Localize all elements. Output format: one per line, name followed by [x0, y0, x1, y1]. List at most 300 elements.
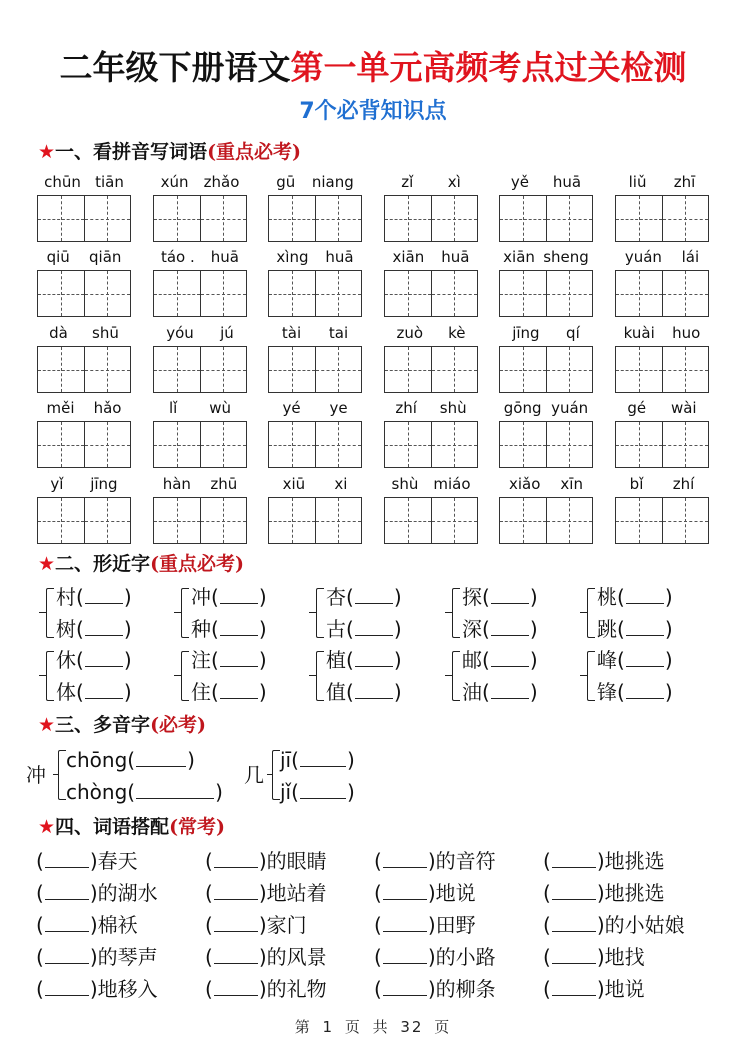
- collocation-word: 棉袄: [97, 913, 138, 937]
- paren-open: (: [36, 977, 44, 1001]
- tianzige-cell[interactable]: [546, 196, 593, 241]
- answer-blank[interactable]: [491, 679, 529, 699]
- tianzige-cell[interactable]: [200, 347, 247, 392]
- tianzige-cell[interactable]: [616, 422, 662, 467]
- answer-blank[interactable]: [220, 584, 258, 604]
- pinyin-item: [384, 170, 478, 245]
- page-footer: 第 1 页 共 32 页: [294, 1018, 452, 1036]
- tianzige-cell[interactable]: [500, 498, 546, 543]
- paren-open: (: [617, 585, 625, 609]
- answer-blank[interactable]: [85, 679, 123, 699]
- tianzige-cell[interactable]: [269, 498, 315, 543]
- tianzige-box[interactable]: [37, 497, 131, 544]
- tianzige-box[interactable]: [268, 270, 362, 317]
- paren-close: ): [529, 617, 538, 641]
- paren-close: ): [258, 881, 267, 905]
- similar-char-pair: [175, 645, 285, 707]
- collocation-word: 家门: [266, 913, 307, 937]
- pinyin-item: [615, 321, 709, 396]
- answer-blank[interactable]: [220, 647, 258, 667]
- answer-blank[interactable]: [383, 944, 427, 964]
- pinyin-label: [615, 321, 709, 345]
- answer-blank[interactable]: [45, 912, 89, 932]
- tianzige-cell[interactable]: [385, 422, 431, 467]
- paren-open: (: [36, 945, 44, 969]
- answer-blank[interactable]: [85, 647, 123, 667]
- similar-char-line: [462, 614, 538, 644]
- tianzige-cell[interactable]: [546, 347, 593, 392]
- tianzige-box[interactable]: [615, 497, 709, 544]
- tianzige-cell[interactable]: [662, 347, 709, 392]
- tianzige-box[interactable]: [37, 346, 131, 393]
- paren-close: ): [89, 977, 98, 1001]
- similar-char: 体: [56, 680, 76, 704]
- answer-blank[interactable]: [45, 880, 89, 900]
- tianzige-cell[interactable]: [662, 498, 709, 543]
- paren-open: (: [346, 648, 354, 672]
- similar-char-pair: [446, 645, 556, 707]
- tianzige-box[interactable]: [499, 421, 593, 468]
- tianzige-box[interactable]: [384, 270, 478, 317]
- pinyin-label: [499, 396, 593, 420]
- tianzige-cell[interactable]: [38, 271, 84, 316]
- similar-char-pair: [40, 582, 150, 644]
- paren-close: ): [258, 977, 267, 1001]
- pinyin-item: [37, 472, 131, 547]
- similar-char-line: [191, 582, 267, 612]
- paren-close: ): [664, 648, 673, 672]
- answer-blank[interactable]: [552, 848, 596, 868]
- tianzige-box[interactable]: [268, 346, 362, 393]
- tianzige-cell[interactable]: [616, 498, 662, 543]
- tianzige-cell[interactable]: [662, 422, 709, 467]
- paren-close: ): [123, 617, 132, 641]
- pinyin-label: [153, 170, 247, 194]
- similar-char-line: [326, 582, 402, 612]
- similar-char-pair: [581, 582, 691, 644]
- pinyin-label: [499, 321, 593, 345]
- similar-char: 峰: [597, 648, 617, 672]
- answer-blank[interactable]: [45, 976, 89, 996]
- answer-blank[interactable]: [626, 679, 664, 699]
- similar-char-line: [597, 645, 673, 675]
- tianzige-box[interactable]: [499, 346, 593, 393]
- answer-blank[interactable]: [355, 647, 393, 667]
- tianzige-cell[interactable]: [38, 422, 84, 467]
- tianzige-cell[interactable]: [200, 271, 247, 316]
- tianzige-cell[interactable]: [269, 196, 315, 241]
- answer-blank[interactable]: [214, 944, 258, 964]
- tianzige-cell[interactable]: [500, 271, 546, 316]
- tianzige-cell[interactable]: [315, 347, 362, 392]
- paren-open: (: [127, 748, 136, 772]
- tianzige-cell[interactable]: [84, 271, 131, 316]
- paren-open: (: [482, 617, 490, 641]
- collocation-word: 春天: [97, 849, 138, 873]
- answer-blank[interactable]: [214, 912, 258, 932]
- tianzige-cell[interactable]: [154, 422, 200, 467]
- collocation-word: 的小姑娘: [604, 913, 685, 937]
- pinyin-syllable: huā: [325, 248, 354, 266]
- answer-blank[interactable]: [383, 912, 427, 932]
- tianzige-cell[interactable]: [546, 271, 593, 316]
- collocation-word: 地找: [604, 945, 645, 969]
- paren-close: ): [596, 881, 605, 905]
- tianzige-cell[interactable]: [38, 347, 84, 392]
- pinyin-item: [499, 472, 593, 547]
- pinyin-syllable: zuò: [396, 324, 424, 342]
- tianzige-cell[interactable]: [546, 498, 593, 543]
- pinyin-item: [268, 472, 362, 547]
- pinyin-label: [153, 396, 247, 420]
- paren-close: ): [258, 617, 267, 641]
- tianzige-cell[interactable]: [385, 498, 431, 543]
- polyphone-char: 几: [244, 763, 264, 787]
- pinyin-item: [615, 472, 709, 547]
- pinyin-syllable: xiān: [392, 248, 425, 266]
- similar-char: 桃: [597, 585, 617, 609]
- brace-icon: [181, 651, 189, 701]
- tianzige-cell[interactable]: [154, 498, 200, 543]
- brace-icon: [46, 651, 54, 701]
- pinyin-syllable: dà: [49, 324, 68, 342]
- paren-close: ): [427, 913, 436, 937]
- polyphone-pinyin: chōng: [66, 748, 128, 772]
- paren-open: (: [36, 913, 44, 937]
- similar-char-line: [597, 582, 673, 612]
- answer-blank[interactable]: [383, 880, 427, 900]
- answer-blank[interactable]: [491, 584, 529, 604]
- tianzige-cell[interactable]: [154, 196, 200, 241]
- paren-open: (: [127, 780, 136, 804]
- tianzige-cell[interactable]: [431, 271, 478, 316]
- pinyin-row: [37, 245, 717, 320]
- paren-open: (: [617, 680, 625, 704]
- tianzige-cell[interactable]: [500, 347, 546, 392]
- paren-open: (: [36, 881, 44, 905]
- pinyin-syllable: yǐ: [50, 475, 64, 493]
- similar-char: 休: [56, 648, 76, 672]
- answer-blank[interactable]: [355, 584, 393, 604]
- answer-blank[interactable]: [85, 616, 123, 636]
- pinyin-row: [37, 321, 717, 396]
- answer-blank[interactable]: [300, 747, 346, 767]
- collocation-item: [543, 846, 665, 876]
- pinyin-syllable: gū: [276, 173, 296, 191]
- tianzige-box[interactable]: [384, 346, 478, 393]
- paren-close: ): [393, 617, 402, 641]
- paren-close: ): [664, 680, 673, 704]
- similar-char: 住: [191, 680, 211, 704]
- similar-char-line: [326, 614, 402, 644]
- tianzige-box[interactable]: [384, 195, 478, 242]
- paren-open: (: [346, 585, 354, 609]
- paren-open: (: [205, 881, 213, 905]
- pinyin-item: [615, 245, 709, 320]
- tianzige-cell[interactable]: [38, 498, 84, 543]
- answer-blank[interactable]: [214, 848, 258, 868]
- tianzige-box[interactable]: [37, 270, 131, 317]
- answer-blank[interactable]: [383, 976, 427, 996]
- section-title: 一、看拼音写词语: [55, 141, 208, 163]
- answer-blank[interactable]: [552, 976, 596, 996]
- collocation-item: [205, 878, 327, 908]
- answer-blank[interactable]: [136, 779, 214, 799]
- tianzige-cell[interactable]: [84, 196, 131, 241]
- tianzige-box[interactable]: [268, 421, 362, 468]
- tianzige-cell[interactable]: [662, 271, 709, 316]
- tianzige-cell[interactable]: [431, 347, 478, 392]
- similar-char: 植: [326, 648, 346, 672]
- similar-char: 锋: [597, 680, 617, 704]
- pinyin-label: [37, 396, 131, 420]
- tianzige-cell[interactable]: [500, 422, 546, 467]
- tianzige-box[interactable]: [153, 195, 247, 242]
- similar-char-line: [597, 614, 673, 644]
- paren-open: (: [205, 913, 213, 937]
- tianzige-cell[interactable]: [84, 498, 131, 543]
- tianzige-box[interactable]: [615, 421, 709, 468]
- brace-icon: [316, 651, 324, 701]
- tianzige-cell[interactable]: [385, 196, 431, 241]
- pinyin-syllable: qiū: [46, 248, 70, 266]
- similar-char: 深: [462, 617, 482, 641]
- tianzige-cell[interactable]: [431, 498, 478, 543]
- pinyin-syllable: gé: [627, 399, 647, 417]
- pinyin-row: [37, 396, 717, 471]
- similar-char-line: [326, 645, 402, 675]
- pinyin-label: [615, 396, 709, 420]
- similar-char: 注: [191, 648, 211, 672]
- tianzige-cell[interactable]: [616, 271, 662, 316]
- pinyin-syllable: tiān: [95, 173, 124, 191]
- pinyin-syllable: jīng: [90, 475, 118, 493]
- pinyin-syllable: xìng: [276, 248, 309, 266]
- tianzige-cell[interactable]: [616, 347, 662, 392]
- polyphone-pinyin: jī: [280, 748, 292, 772]
- answer-blank[interactable]: [626, 584, 664, 604]
- pinyin-syllable: hàn: [162, 475, 191, 493]
- answer-blank[interactable]: [85, 584, 123, 604]
- paren-close: ): [596, 849, 605, 873]
- section-4-heading: [38, 814, 225, 840]
- tianzige-box[interactable]: [37, 195, 131, 242]
- pinyin-syllable: miáo: [433, 475, 471, 493]
- tianzige-box[interactable]: [37, 421, 131, 468]
- tianzige-box[interactable]: [153, 497, 247, 544]
- similar-char-line: [191, 614, 267, 644]
- tianzige-cell[interactable]: [38, 196, 84, 241]
- paren-close: ): [123, 680, 132, 704]
- pinyin-item: [153, 321, 247, 396]
- pinyin-syllable: yóu: [166, 324, 194, 342]
- pinyin-syllable: shū: [92, 324, 119, 342]
- tianzige-cell[interactable]: [616, 196, 662, 241]
- answer-blank[interactable]: [383, 848, 427, 868]
- tianzige-box[interactable]: [499, 497, 593, 544]
- answer-blank[interactable]: [300, 779, 346, 799]
- pinyin-syllable: lǐ: [168, 399, 178, 417]
- collocation-item: [36, 878, 158, 908]
- tianzige-cell[interactable]: [200, 498, 247, 543]
- similar-char: 村: [56, 585, 76, 609]
- title-unit: 第一单元高频考点过关检测: [290, 48, 687, 87]
- pinyin-item: [268, 245, 362, 320]
- polyphone-reading-line: [280, 744, 355, 776]
- pinyin-syllable: wài: [670, 399, 697, 417]
- pinyin-syllable: huā: [441, 248, 470, 266]
- tianzige-box[interactable]: [384, 421, 478, 468]
- answer-blank[interactable]: [552, 912, 596, 932]
- similar-char-pair: [175, 582, 285, 644]
- paren-open: (: [211, 617, 219, 641]
- answer-blank[interactable]: [552, 880, 596, 900]
- pinyin-item: [384, 472, 478, 547]
- answer-blank[interactable]: [626, 647, 664, 667]
- pinyin-syllable: shù: [391, 475, 419, 493]
- paren-open: (: [76, 585, 84, 609]
- answer-blank[interactable]: [214, 976, 258, 996]
- tianzige-cell[interactable]: [385, 271, 431, 316]
- tianzige-cell[interactable]: [200, 422, 247, 467]
- tianzige-cell[interactable]: [662, 196, 709, 241]
- pinyin-label: [384, 472, 478, 496]
- answer-blank[interactable]: [626, 616, 664, 636]
- answer-blank[interactable]: [220, 616, 258, 636]
- tianzige-box[interactable]: [153, 421, 247, 468]
- pinyin-item: [153, 170, 247, 245]
- similar-char: 油: [462, 680, 482, 704]
- pinyin-label: [268, 170, 362, 194]
- answer-blank[interactable]: [552, 944, 596, 964]
- tianzige-cell[interactable]: [84, 347, 131, 392]
- pinyin-item: [499, 396, 593, 471]
- collocation-word: 地说: [604, 977, 645, 1001]
- paren-close: ): [258, 680, 267, 704]
- pinyin-syllable: xīn: [560, 475, 583, 493]
- tianzige-cell[interactable]: [315, 422, 362, 467]
- answer-blank[interactable]: [355, 616, 393, 636]
- tianzige-cell[interactable]: [269, 271, 315, 316]
- paren-open: (: [543, 849, 551, 873]
- tianzige-cell[interactable]: [315, 196, 362, 241]
- title-grade: 二年级下册语文: [59, 48, 291, 87]
- pinyin-item: [499, 170, 593, 245]
- tianzige-cell[interactable]: [269, 347, 315, 392]
- answer-blank[interactable]: [45, 848, 89, 868]
- answer-blank[interactable]: [136, 747, 186, 767]
- tianzige-box[interactable]: [499, 270, 593, 317]
- paren-open: (: [374, 849, 382, 873]
- tianzige-cell[interactable]: [84, 422, 131, 467]
- brace-icon: [272, 750, 280, 800]
- paren-close: ): [258, 849, 267, 873]
- pinyin-syllable: zhí: [672, 475, 695, 493]
- tianzige-box[interactable]: [615, 270, 709, 317]
- tianzige-box[interactable]: [615, 346, 709, 393]
- paren-open: (: [543, 945, 551, 969]
- tianzige-cell[interactable]: [315, 498, 362, 543]
- pinyin-syllable: yuán: [551, 399, 589, 417]
- paren-close: ): [89, 945, 98, 969]
- paren-open: (: [543, 913, 551, 937]
- pinyin-label: [153, 321, 247, 345]
- tianzige-box[interactable]: [499, 195, 593, 242]
- section-note: (必考): [150, 714, 207, 736]
- tianzige-cell[interactable]: [431, 196, 478, 241]
- pinyin-syllable: qí: [566, 324, 580, 342]
- pinyin-syllable: xiū: [282, 475, 306, 493]
- tianzige-box[interactable]: [268, 497, 362, 544]
- answer-blank[interactable]: [355, 679, 393, 699]
- similar-char: 种: [191, 617, 211, 641]
- paren-close: ): [258, 648, 267, 672]
- pinyin-syllable: xún: [160, 173, 189, 191]
- tianzige-cell[interactable]: [269, 422, 315, 467]
- paren-open: (: [374, 977, 382, 1001]
- paren-close: ): [123, 648, 132, 672]
- paren-open: (: [36, 849, 44, 873]
- collocation-word: 的眼睛: [266, 849, 327, 873]
- collocation-word: 的柳条: [435, 977, 496, 1001]
- pinyin-label: [268, 245, 362, 269]
- pinyin-syllable: jú: [220, 324, 234, 342]
- star-icon: ★: [38, 816, 56, 838]
- answer-blank[interactable]: [491, 616, 529, 636]
- tianzige-cell[interactable]: [154, 347, 200, 392]
- paren-close: ): [346, 748, 355, 772]
- tianzige-cell[interactable]: [546, 422, 593, 467]
- answer-blank[interactable]: [491, 647, 529, 667]
- paren-open: (: [211, 585, 219, 609]
- paren-close: ): [596, 977, 605, 1001]
- collocation-word: 地站着: [266, 881, 327, 905]
- tianzige-box[interactable]: [615, 195, 709, 242]
- tianzige-cell[interactable]: [500, 196, 546, 241]
- similar-char-line: [56, 582, 132, 612]
- collocation-word: 地移入: [97, 977, 158, 1001]
- tianzige-cell[interactable]: [154, 271, 200, 316]
- polyphone-group: [26, 742, 246, 808]
- tianzige-cell[interactable]: [200, 196, 247, 241]
- similar-char: 古: [326, 617, 346, 641]
- tianzige-cell[interactable]: [385, 347, 431, 392]
- pinyin-syllable: zhū: [210, 475, 238, 493]
- tianzige-box[interactable]: [268, 195, 362, 242]
- pinyin-label: [384, 245, 478, 269]
- pinyin-syllable: ye: [329, 399, 348, 417]
- pinyin-row: [37, 472, 717, 547]
- similar-char-pair: [446, 582, 556, 644]
- pinyin-syllable: tài: [281, 324, 302, 342]
- tianzige-cell[interactable]: [431, 422, 478, 467]
- answer-blank[interactable]: [214, 880, 258, 900]
- answer-blank[interactable]: [45, 944, 89, 964]
- answer-blank[interactable]: [220, 679, 258, 699]
- tianzige-box[interactable]: [153, 346, 247, 393]
- paren-open: (: [617, 617, 625, 641]
- tianzige-box[interactable]: [153, 270, 247, 317]
- pinyin-syllable: zhǎo: [203, 173, 240, 191]
- tianzige-box[interactable]: [384, 497, 478, 544]
- similar-char-line: [462, 677, 538, 707]
- pinyin-label: [499, 245, 593, 269]
- brace-icon: [58, 750, 66, 800]
- tianzige-cell[interactable]: [315, 271, 362, 316]
- section-title: 三、多音字: [55, 714, 151, 736]
- section-note: (常考): [169, 816, 226, 838]
- pinyin-item: [268, 396, 362, 471]
